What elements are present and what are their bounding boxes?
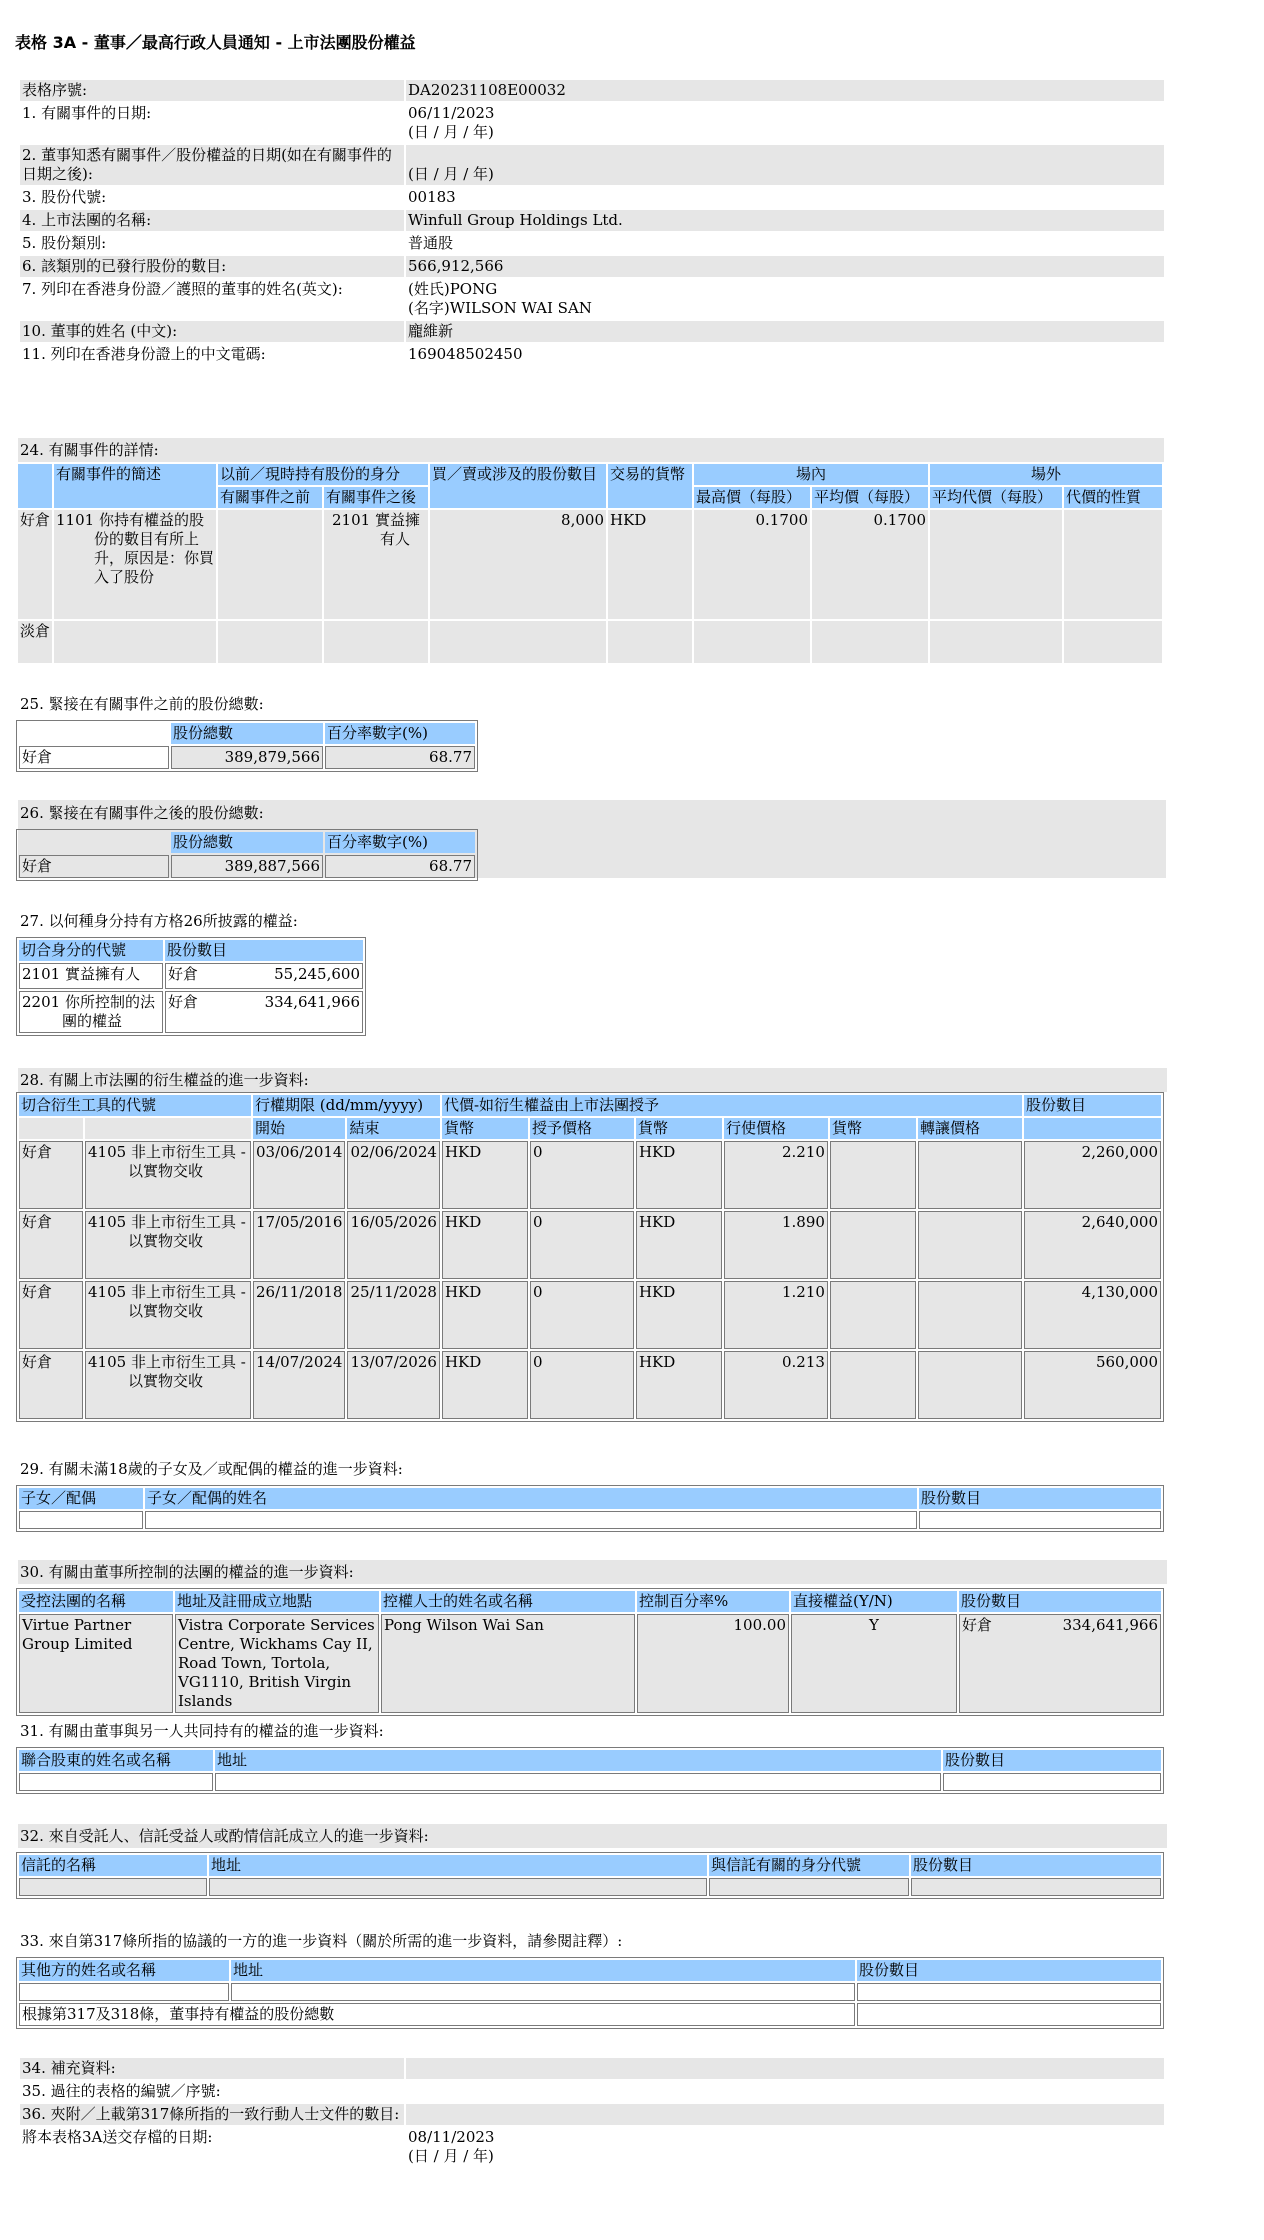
col-period: 行權期限 (dd/mm/yyyy) [253,1095,440,1116]
currency: HKD [442,1281,528,1349]
controller-name: Pong Wilson Wai San [381,1614,635,1713]
col-address: 地址 [215,1750,941,1771]
end-date: 25/11/2028 [347,1281,439,1349]
given-name: (名字)WILSON WAI SAN [408,299,592,317]
section-28 [18,1068,1167,1422]
after-capacity [324,510,428,619]
section-25 [18,692,1167,772]
direct-interest: Y [791,1614,957,1713]
label: 34. 補充資料: [20,2058,404,2079]
label: 5. 股份類別: [20,233,404,254]
section-26 [18,800,1166,878]
currency: HKD [636,1281,722,1349]
col-shares: 股份數目 [911,1855,1161,1876]
event-desc [54,510,216,619]
row-aware-date [20,145,1164,185]
col-off-avg: 平均代價（每股） [930,487,1062,508]
col-start: 開始 [253,1118,345,1139]
col-shares: 股份數目 [919,1488,1161,1509]
date-format: (日 / 月 / 年) [408,2147,494,2165]
long-row [19,746,475,769]
row-filing-date [20,2127,1164,2167]
value: DA20231108E00032 [406,80,1164,101]
section-heading: 25. 緊接在有關事件之前的股份總數: [18,692,1167,716]
derivative-desc: 非上市衍生工具 - 以實物交收 [128,1283,246,1320]
row-attachments [20,2104,1164,2125]
children-table [16,1485,1164,1532]
pct: 68.77 [325,746,475,769]
col-nature: 代價的性質 [1064,487,1162,508]
col-currency: 貨幣 [636,1118,722,1139]
page-title: 表格 3A - 董事／最高行政人員通知 - 上市法團股份權益 [15,33,416,52]
section-heading: 32. 來自受託人、信託受益人或酌情信託成立人的進一步資料: [18,1824,1167,1848]
capacity-row [19,991,363,1033]
col-currency: 貨幣 [830,1118,916,1139]
exercise-price: 1.210 [724,1281,828,1349]
capacity-table [16,937,366,1036]
row-form-no [20,80,1164,101]
capacity-code: 2101 [22,965,61,983]
shares: 334,641,966 [1062,1616,1158,1634]
pct: 68.77 [325,855,475,878]
section-heading: 29. 有關未滿18歲的子女及／或配偶的權益的進一步資料: [20,1460,403,1478]
row-supplementary [20,2058,1164,2079]
row-chinese-code [20,344,1164,365]
controlled-corp-table [16,1588,1164,1716]
section-heading: 31. 有關由董事與另一人共同持有的權益的進一步資料: [20,1722,384,1740]
label: 10. 董事的姓名 (中文): [20,321,404,342]
capacity-label: 實益擁有人 [64,965,140,983]
col-total: 股份總數 [171,832,323,853]
value: 龐維新 [406,321,1164,342]
capacity-code: 2101 [332,511,371,529]
row-share-class [20,233,1164,254]
label: 4. 上市法團的名稱: [20,210,404,231]
start-date: 17/05/2016 [253,1211,345,1279]
event-text: 你持有權益的股份的數目有所上升，原因是：你買入了股份 [94,511,215,586]
row-director-name-en [20,279,1164,319]
long-row [18,510,1162,619]
col-joint-name: 聯合股東的姓名或名稱 [19,1750,213,1771]
label: 6. 該類別的已發行股份的數目: [20,256,404,277]
col-relation: 子女／配偶 [19,1488,143,1509]
start-date: 03/06/2014 [253,1141,345,1209]
shares: 2,260,000 [1024,1141,1161,1209]
grant-price: 0 [530,1211,634,1279]
total: 389,887,566 [171,855,323,878]
derivative-row [19,1351,1161,1419]
corp-name: Virtue Partner Group Limited [19,1614,173,1713]
col-address: 地址 [231,1960,855,1981]
section-24 [18,438,1164,665]
section-33 [18,1928,1164,2029]
col-shares: 股份數目 [959,1591,1161,1612]
label: 3. 股份代號: [20,187,404,208]
section-heading: 30. 有關由董事所控制的法團的權益的進一步資料: [18,1560,1167,1584]
capacity-label: 實益擁有人 [374,511,420,548]
shares: 334,641,966 [264,993,360,1011]
value [406,279,1164,319]
derivative-code: 4105 [88,1143,127,1161]
position: 好倉 [168,965,199,983]
col-desc: 有關事件的簡述 [54,464,216,508]
exercise-price: 0.213 [724,1351,828,1419]
shares: 4,130,000 [1024,1281,1161,1349]
date-value: 06/11/2023 [408,104,495,122]
col-trust-name: 信託的名稱 [19,1855,207,1876]
footer-table [18,2056,1166,2169]
shares: 560,000 [1024,1351,1161,1419]
section-32 [18,1824,1167,1899]
col-high: 最高價（每股） [694,487,810,508]
exercise-price: 1.890 [724,1211,828,1279]
position: 好倉 [19,1141,83,1209]
col-address: 地址及註冊成立地點 [175,1591,379,1612]
high-price: 0.1700 [694,510,810,619]
col-address: 地址 [209,1855,707,1876]
value: 普通股 [406,233,1164,254]
currency: HKD [442,1351,528,1419]
capacity-row [19,963,363,989]
derivative-desc: 非上市衍生工具 - 以實物交收 [128,1143,246,1180]
label: 11. 列印在香港身份證上的中文電碼: [20,344,404,365]
exercise-price: 2.210 [724,1141,828,1209]
control-pct: 100.00 [637,1614,789,1713]
filing-date: 08/11/2023 [408,2128,495,2146]
position: 好倉 [962,1616,993,1634]
col-consideration: 代價-如衍生權益由上市法團授予 [442,1095,1022,1116]
short-row [18,621,1162,663]
value [406,2127,1164,2167]
section-heading: 27. 以何種身分持有方格26所披露的權益: [20,912,298,930]
col-grant-price: 授予價格 [530,1118,634,1139]
label: 將本表格3A送交存檔的日期: [20,2127,404,2167]
derivative-desc: 非上市衍生工具 - 以實物交收 [128,1353,246,1390]
row-director-name-zh [20,321,1164,342]
col-transfer-price: 轉讓價格 [918,1118,1022,1139]
position: 淡倉 [18,621,52,663]
value: (日 / 月 / 年) [406,145,1164,185]
event-details-table [16,462,1164,665]
event-code: 1101 [56,511,95,529]
total: 389,879,566 [171,746,323,769]
col-avg: 平均價（每股） [812,487,928,508]
derivative-code: 4105 [88,1353,127,1371]
grant-price: 0 [530,1281,634,1349]
value [406,2058,1164,2079]
col-name: 子女／配偶的姓名 [145,1488,917,1509]
row-company-name [20,210,1164,231]
capacity-label: 你所控制的法團的權益 [62,993,155,1030]
col-shares: 股份數目 [165,940,363,961]
derivatives-table [16,1092,1164,1422]
date-format: (日 / 月 / 年) [408,123,494,141]
grant-price: 0 [530,1351,634,1419]
col-controller: 控權人士的姓名或名稱 [381,1591,635,1612]
controlled-corp-row [19,1614,1161,1713]
value: 566,912,566 [406,256,1164,277]
currency: HKD [636,1211,722,1279]
section-31 [18,1718,1164,1794]
section-heading: 26. 緊接在有關事件之後的股份總數: [20,804,264,822]
currency: HKD [442,1141,528,1209]
currency: HKD [608,510,692,619]
col-end: 結束 [347,1118,439,1139]
col-capacity-code: 與信託有關的身分代號 [709,1855,909,1876]
value [406,2081,1164,2102]
currency: HKD [636,1351,722,1419]
col-code: 切合身分的代號 [19,940,163,961]
col-pct: 百分率數字(%) [325,723,475,744]
start-date: 26/11/2018 [253,1281,345,1349]
position: 好倉 [19,746,169,769]
value: 00183 [406,187,1164,208]
col-off-exchange: 場外 [930,464,1162,485]
row-stock-code [20,187,1164,208]
label: 7. 列印在香港身份證／護照的董事的姓名(英文): [20,279,404,319]
avg-price: 0.1700 [812,510,928,619]
section-heading: 24. 有關事件的詳情: [18,438,1164,462]
col-on-exchange: 場內 [694,464,928,485]
corp-address: Vistra Corporate Services Centre, Wickhams Cay II, Road Town, Tortola, VG1110, British Virgin Islands [175,1614,379,1713]
position: 好倉 [168,993,199,1011]
currency: HKD [442,1211,528,1279]
section-29 [18,1456,1164,1532]
label: 2. 董事知悉有關事件／股份權益的日期(如在有關事件的日期之後): [20,145,404,185]
col-shares: 股份數目 [1024,1095,1161,1116]
col-party-name: 其他方的姓名或名稱 [19,1960,229,1981]
post-total-table [16,829,478,881]
row-issued-shares [20,256,1164,277]
surname: (姓氏)PONG [408,280,498,298]
header-table [18,78,1166,367]
shares: 55,245,600 [274,965,360,983]
start-date: 14/07/2024 [253,1351,345,1419]
derivative-desc: 非上市衍生工具 - 以實物交收 [128,1213,246,1250]
label: 36. 夾附／上載第317條所指的一致行動人士文件的數目: [20,2104,404,2125]
col-direct: 直接權益(Y/N) [791,1591,957,1612]
value: 169048502450 [406,344,1164,365]
long-row [19,855,475,878]
col-pct: 百分率數字(%) [325,832,475,853]
shares: 2,640,000 [1024,1211,1161,1279]
pre-total-table [16,720,478,772]
label: 35. 過往的表格的編號／序號: [20,2081,404,2102]
section-heading: 28. 有關上市法團的衍生權益的進一步資料: [18,1068,1167,1092]
label: 表格序號: [20,80,404,101]
derivative-row [19,1141,1161,1209]
currency: HKD [636,1141,722,1209]
value: Winfull Group Holdings Ltd. [406,210,1164,231]
label: 1. 有關事件的日期: [20,103,404,143]
value [406,103,1164,143]
col-after: 有關事件之後 [324,487,428,508]
col-exercise-price: 行使價格 [724,1118,828,1139]
position: 好倉 [19,1281,83,1349]
derivative-code: 4105 [88,1283,127,1301]
col-before: 有關事件之前 [218,487,322,508]
end-date: 16/05/2026 [347,1211,439,1279]
col-total: 股份總數 [171,723,323,744]
trust-table [16,1852,1164,1899]
agreement-table [16,1957,1164,2029]
end-date: 02/06/2024 [347,1141,439,1209]
section-27 [18,908,366,1036]
col-shares: 股份數目 [857,1960,1161,1981]
joint-holder-table [16,1747,1164,1794]
col-control-pct: 控制百分率% [637,1591,789,1612]
section-30 [18,1560,1167,1716]
derivative-code: 4105 [88,1213,127,1231]
grant-price: 0 [530,1141,634,1209]
capacity-code: 2201 [22,993,61,1011]
position: 好倉 [18,510,52,619]
qty: 8,000 [430,510,606,619]
position: 好倉 [19,1351,83,1419]
total-label: 根據第317及318條，董事持有權益的股份總數 [19,2003,855,2026]
derivative-row [19,1211,1161,1279]
col-code: 切合衍生工具的代號 [19,1095,251,1116]
end-date: 13/07/2026 [347,1351,439,1419]
row-event-date [20,103,1164,143]
section-heading: 33. 來自第317條所指的協議的一方的進一步資料（關於所需的進一步資料，請參閱註釋）: [20,1932,623,1950]
position: 好倉 [19,1211,83,1279]
col-currency: 交易的貨幣 [608,464,692,508]
value [406,2104,1164,2125]
col-currency: 貨幣 [442,1118,528,1139]
col-capacity: 以前／現時持有股份的身分 [218,464,428,485]
col-shares: 股份數目 [943,1750,1161,1771]
derivative-row [19,1281,1161,1349]
position: 好倉 [19,855,169,878]
col-qty: 買／賣或涉及的股份數目 [430,464,606,508]
col-corp-name: 受控法團的名稱 [19,1591,173,1612]
row-previous-form [20,2081,1164,2102]
